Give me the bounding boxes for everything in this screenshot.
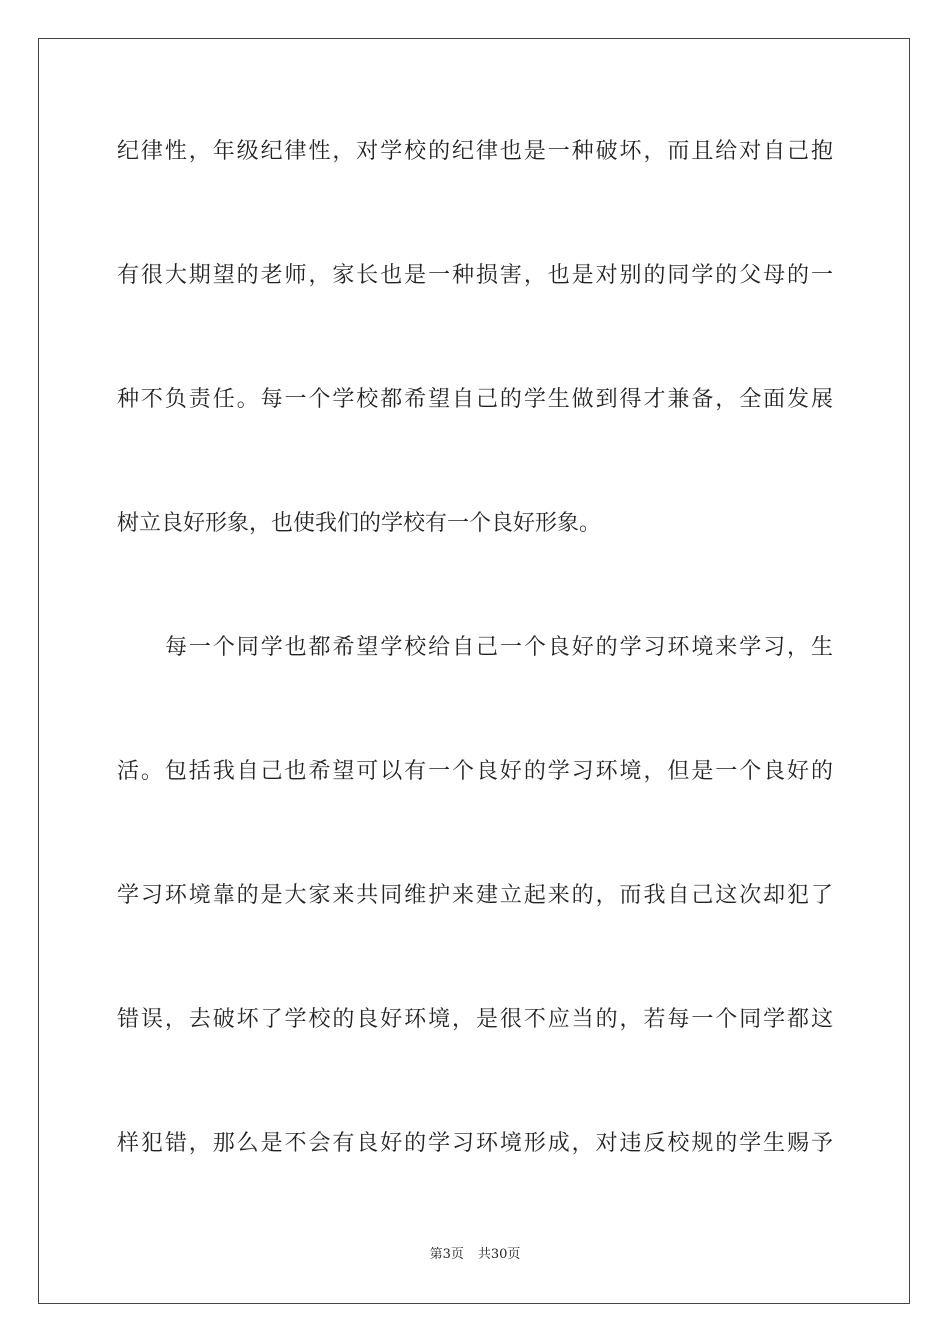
page-number: 第3页 — [429, 1247, 464, 1262]
paragraph-line-9: 样犯错，那么是不会有良好的学习环境形成，对违反校规的学生赐予 — [117, 1131, 833, 1156]
page-footer — [0, 1247, 950, 1263]
paragraph-line-6: 活。包括我自己也希望可以有一个良好的学习环境，但是一个良好的 — [117, 759, 833, 784]
paragraph-line-4: 树立良好形象，也使我们的学校有一个良好形象。 — [117, 511, 602, 536]
paragraph-line-2: 有很大期望的老师，家长也是一种损害，也是对别的同学的父母的一 — [117, 263, 833, 288]
paragraph-line-5: 每一个同学也都希望学校给自己一个良好的学习环境来学习，生 — [165, 635, 833, 660]
page-border — [38, 38, 910, 1304]
paragraph-line-1: 纪律性，年级纪律性，对学校的纪律也是一种破坏，而且给对自己抱 — [117, 139, 833, 164]
paragraph-line-8: 错误，去破坏了学校的良好环境，是很不应当的，若每一个同学都这 — [117, 1007, 833, 1032]
paragraph-line-3: 种不负责任。每一个学校都希望自己的学生做到得才兼备，全面发展 — [117, 387, 833, 412]
page-total: 共30页 — [477, 1247, 521, 1262]
paragraph-line-7: 学习环境靠的是大家来共同维护来建立起来的，而我自己这次却犯了 — [117, 883, 833, 908]
